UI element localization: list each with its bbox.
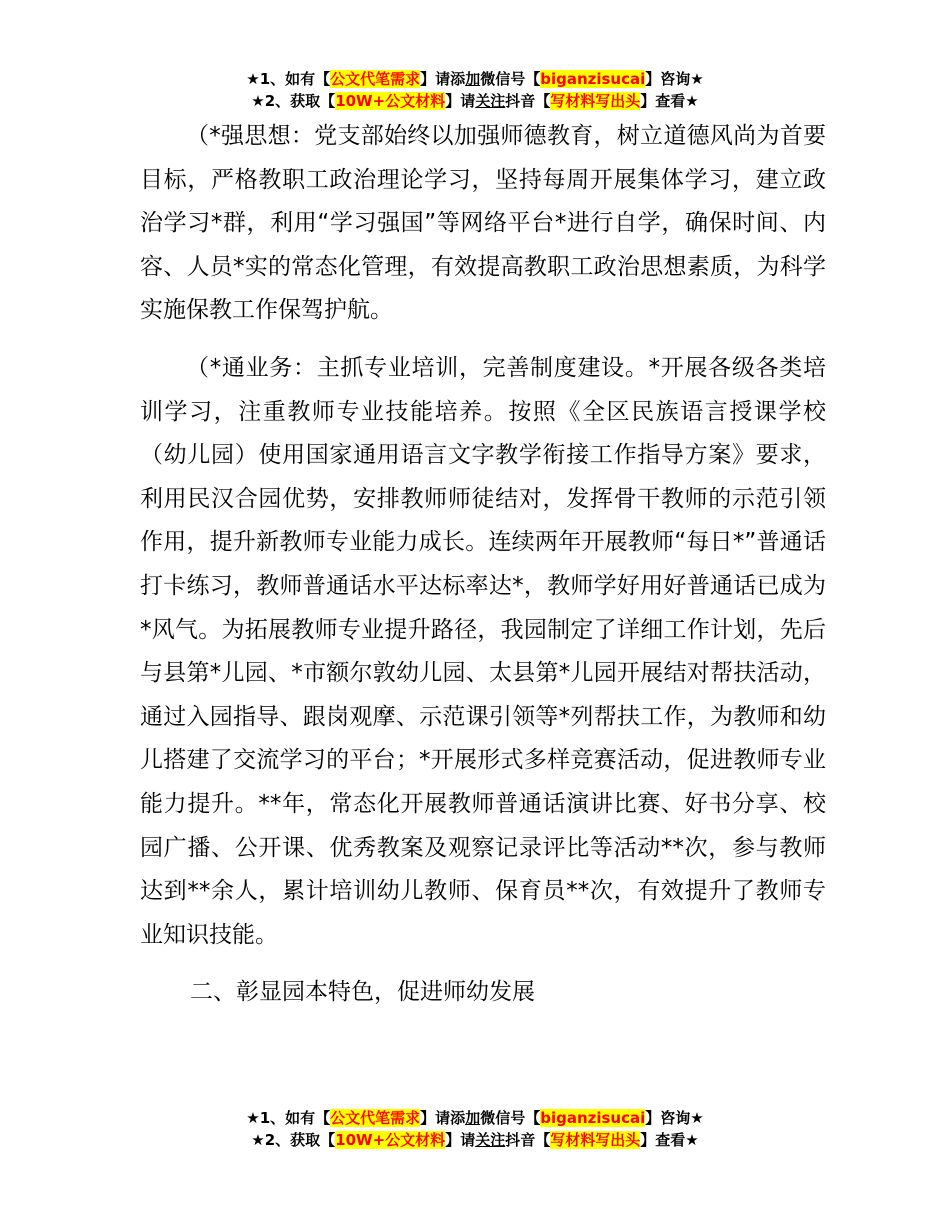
footer-line-2-middle: 】请	[445, 1131, 476, 1149]
footer-line-1	[0, 1107, 950, 1129]
footer-line-1-middle: 】请添	[420, 1109, 466, 1127]
banner-line-1-middle-2: 微信号【	[480, 70, 541, 88]
banner-line-2-prefix: ★2、获取【	[251, 92, 336, 110]
document-body	[140, 115, 826, 1015]
footer-highlight-douyin: 写材料写出头	[550, 1131, 641, 1149]
banner-line-1-suffix: 】咨询★	[645, 70, 704, 88]
footer-banner	[0, 1107, 950, 1151]
footer-line-2-suffix: 】查看★	[640, 1131, 699, 1149]
banner-highlight-wechat-id: biganzisucai	[540, 70, 646, 88]
paragraph-strengthen-thought: （*强思想：党支部始终以加强师德教育，树立道德风尚为首要目标，严格教职工政治理论学习，坚持每周开展集体学习，建立政治学习*群，利用“学习强国”等网络平台*进行自学，确保时间、内容、人员*实的常态化管理，有效提高教职工政治思想素质，为科学实施保教工作保驾护航。	[140, 123, 826, 324]
banner-highlight-douyin: 写材料写出头	[550, 92, 641, 110]
header-banner	[0, 68, 950, 112]
banner-line-2	[0, 90, 950, 112]
banner-highlight-service: 公文代笔需求	[330, 70, 421, 88]
footer-line-2-middle-2: 抖音【	[505, 1131, 551, 1149]
footer-line-2	[0, 1129, 950, 1151]
banner-line-1-middle: 】请添	[420, 70, 466, 88]
banner-line-1-emphasis: 加	[465, 70, 481, 88]
paragraph-business-training: （*通业务：主抓专业培训，完善制度建设。*开展各级各类培训学习，注重教师专业技能培养。按照《全区民族语言授课学校（幼儿园）使用国家通用语言文字教学衔接工作指导方案》要求，利用民汉合园优势，安排教师师徒结对，发挥骨干教师的示范引领作用，提升新教师专业能力成长。连续两年开展教师“每日*”普通话打卡练习，教师普通话水平达标率达*，教师学好用好普通话已成为*风气。为拓展教师专业提升路径，我园制定了详细工作计划，先后与县第*儿园、*市额尔敦幼儿园、太县第*儿园开展结对帮扶活动，通过入园指导、跟岗观摩、示范课引领等*列帮扶工作，为教师和幼儿搭建了交流学习的平台；*开展形式多样竞赛活动，促进教师专业能力提升。**年，常态化开展教师普通话演讲比赛、好书分享、校园广播、公开课、优秀教案及观察记录评比等活动**次，参与教师达到**余人，累计培训幼儿教师、保育员**次，有效提升了教师专业知识技能。	[140, 354, 826, 948]
footer-highlight-wechat-id: biganzisucai	[540, 1109, 646, 1127]
footer-highlight-materials: 10W+公文材料	[335, 1131, 446, 1149]
banner-line-1	[0, 68, 950, 90]
banner-line-2-emphasis: 关注	[475, 92, 506, 110]
footer-line-1-suffix: 】咨询★	[645, 1109, 704, 1127]
footer-highlight-service: 公文代笔需求	[330, 1109, 421, 1127]
section-heading: 二、彰显园本特色，促进师幼发展	[190, 979, 535, 1006]
banner-line-1-prefix: ★1、如有【	[246, 70, 331, 88]
footer-line-2-prefix: ★2、获取【	[251, 1131, 336, 1149]
footer-line-2-emphasis: 关注	[475, 1131, 506, 1149]
footer-line-1-middle-2: 微信号【	[480, 1109, 541, 1127]
banner-line-2-suffix: 】查看★	[640, 92, 699, 110]
banner-line-2-middle-2: 抖音【	[505, 92, 551, 110]
banner-line-2-middle: 】请	[445, 92, 476, 110]
footer-line-1-emphasis: 加	[465, 1109, 481, 1127]
footer-line-1-prefix: ★1、如有【	[246, 1109, 331, 1127]
banner-highlight-materials: 10W+公文材料	[335, 92, 446, 110]
